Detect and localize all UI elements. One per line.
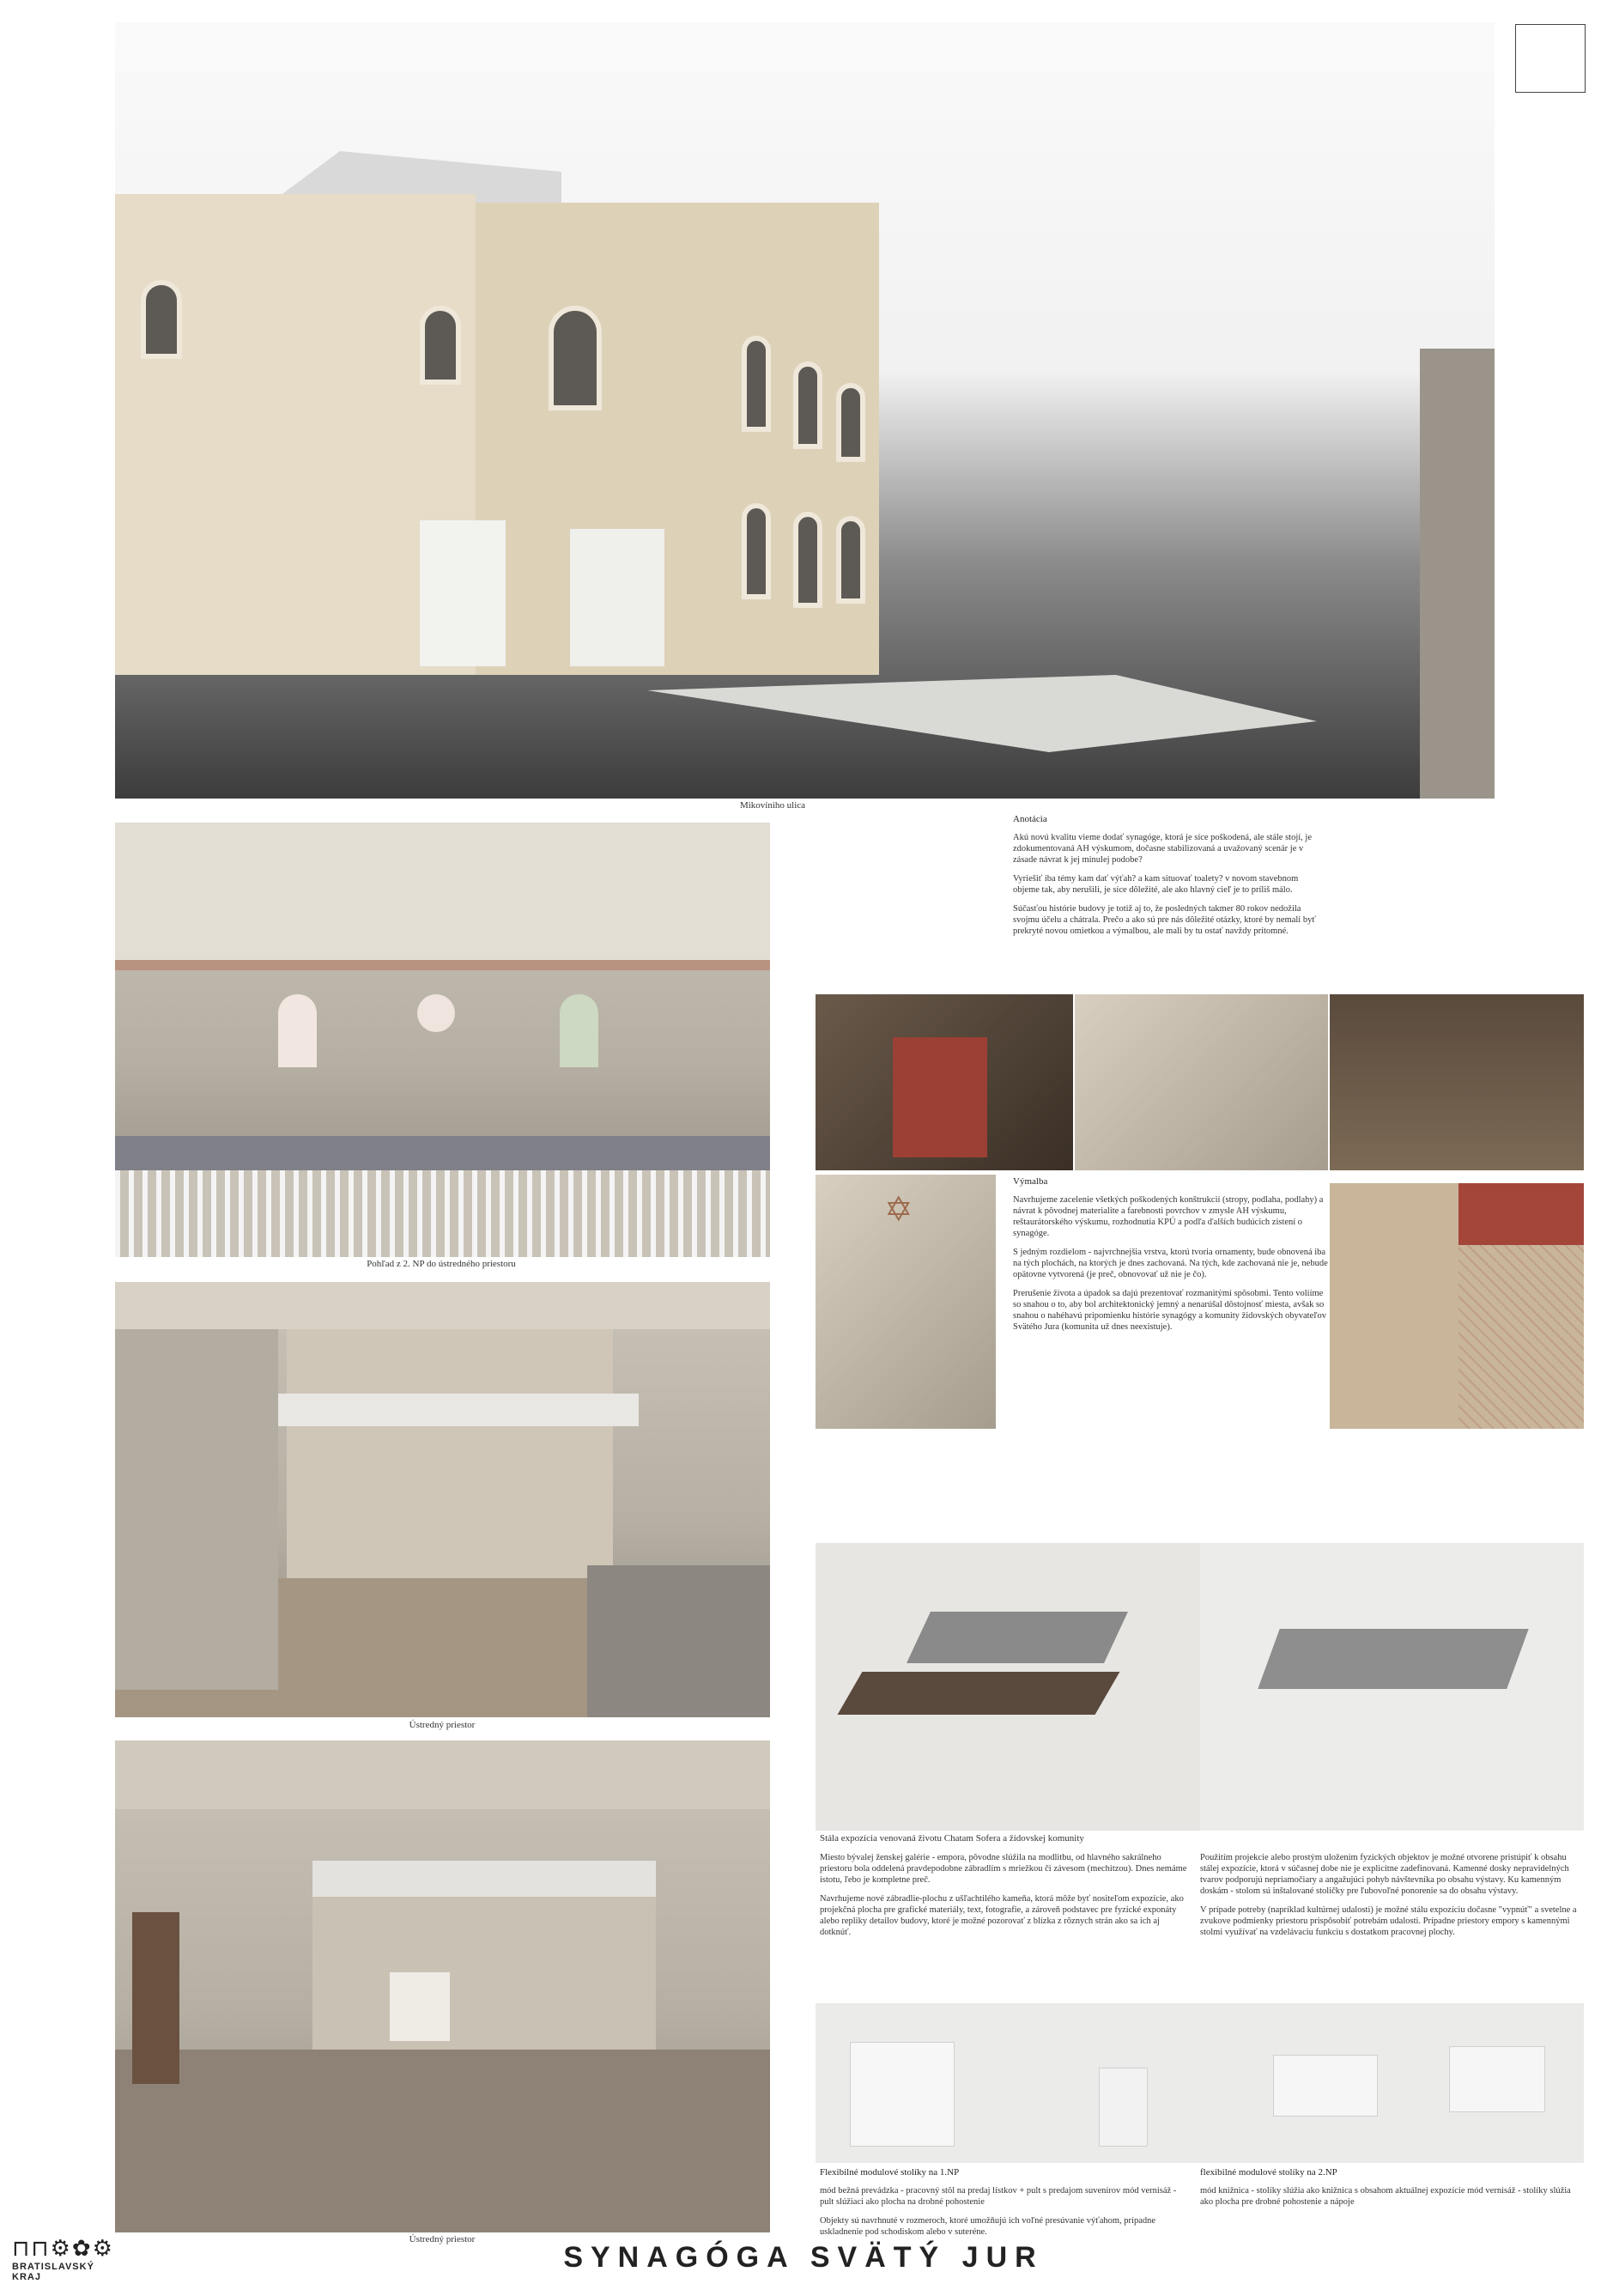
- gallery-balcony: [312, 1861, 656, 1897]
- ornament-band: [1458, 1183, 1584, 1245]
- back-wall: [312, 1897, 656, 2051]
- side-wall: [115, 1329, 278, 1690]
- ornament-sample-panel: [1330, 1183, 1584, 1429]
- window: [742, 503, 771, 599]
- ceiling: [115, 1282, 770, 1329]
- exhibition-paragraph: Navrhujeme nové zábradlie-plochu z ušľachtilého kameňa, ktorá môže byť nositeľom expozície, ako projekčná plocha pre grafické materiály, text, fotografie, a zároveň podstavec pre fyzické exponáty alebo repliky detailov budovy, ktoré je možné pozorovať z blízka z rôznych strán ako sa ich aj dotknúť.: [820, 1894, 1184, 1937]
- photo-gallery-interior: [1330, 994, 1584, 1170]
- annotation-text: [1013, 814, 1318, 945]
- modular-table: [1449, 2046, 1545, 2112]
- painting-paragraph: Navrhujeme zacelenie všetkých poškodených konštrukcií (stropy, podlaha, podlahy) a návrat k pôvodnej materialite a farebnosti povrchov v zmysle AH výskumu, reštaurátorského výskumu, rozhodnutia KPÚ a podľa ďalších budúcich zistení o synagóge.: [1013, 1195, 1324, 1238]
- concrete-wall: [570, 529, 664, 666]
- logo-text: BRATISLAVSKÝ KRAJ: [12, 2262, 94, 2282]
- axonometric-gallery-view: [816, 1543, 1200, 1831]
- window: [793, 512, 822, 608]
- ceiling: [115, 823, 770, 960]
- hero-exterior-render: [115, 22, 1495, 799]
- concrete-path: [647, 675, 1317, 752]
- annotation-paragraph: Vyriešiť iba témy kam dať výťah? a kam situovať toalety? v novom stavebnom objeme tak, aby nerušili, je síce dôležité, ale ako hlavný cieľ je to príliš málo.: [1013, 874, 1299, 895]
- exhibition-text-left: [820, 1852, 1189, 1946]
- star-of-david-icon: ✡: [884, 1190, 913, 1230]
- render2-caption: Ústredný priestor: [409, 1720, 476, 1730]
- painting-heading: Výmalba: [1013, 1176, 1048, 1187]
- tables-paragraph: Objekty sú navrhnuté v rozmeroch, ktoré umožňujú ich voľné presúvanie výťahom, prípadne uskladnenie pod schodiskom alebo v suteréne.: [820, 2216, 1156, 2237]
- tables-paragraph: mód bežná prevádzka - pracovný stôl na predaj lístkov + pult s predajom suvenírov mód vernisáž - pult slúžiaci ako plocha na drobné pohostenie: [820, 2186, 1177, 2207]
- modular-table: [1273, 2055, 1378, 2117]
- exhibition-paragraph: Miesto bývalej ženskej galérie - empora, pôvodne slúžila na modlitbu, od hlavného sakrálneho priestoru bola oddelená pravdepodobne zábradlím s mriežkou či závesom (mechitzou). Dnes nemáme istotu, ľebo je kompletne preč.: [820, 1853, 1187, 1885]
- wooden-door: [132, 1912, 179, 2084]
- ornament-band: [115, 960, 770, 970]
- window: [560, 994, 598, 1067]
- gallery-floor: [838, 1672, 1120, 1715]
- render1-caption: Pohľad z 2. NP do ústredného priestoru: [367, 1259, 516, 1269]
- stone-table: [907, 1612, 1128, 1663]
- modular-counter: [850, 2042, 955, 2147]
- round-window: [417, 994, 455, 1032]
- window: [278, 994, 317, 1067]
- stone-table: [1258, 1629, 1528, 1689]
- display-cube: [390, 1972, 450, 2041]
- modular-tables-render-1np: [816, 2003, 1200, 2163]
- stone-wall: [1420, 349, 1495, 799]
- counter: [587, 1565, 770, 1717]
- window: [549, 306, 602, 410]
- annotation-paragraph: Súčasťou histórie budovy je totiž aj to, že posledných takmer 80 rokov nedožila svojmu účelu a chátrala. Prečo a ako sú pre nás dôležité otázky, ktoré by nemali byť prekryté novou omietkou a výmalbou, ale mali by tu ostať navždy prítomné.: [1013, 904, 1316, 936]
- render-central-space-2: [115, 1740, 770, 2232]
- tables-paragraph: mód knižnica - stolíky slúžia ako knižnica s obsahom aktuálnej expozície mód vernisáž - stolíky slúžia ako plocha pre drobné pohostenie a nápoje: [1200, 2186, 1571, 2207]
- annotation-heading: Anotácia: [1013, 814, 1047, 824]
- gallery-balcony: [278, 1394, 639, 1426]
- render3-caption: Ústredný priestor: [409, 2234, 476, 2244]
- window: [793, 361, 822, 449]
- back-wall: [287, 1329, 613, 1587]
- stone-railing: [115, 1136, 770, 1170]
- exhibition-paragraph: V prípade potreby (napríklad kultúrnej udalosti) je možné stálu expozíciu dočasne "vypnúť" a svetelne a zvukove podmienky priestoru prispôsobiť potrebám udalosti. Prípadne priestory empory s kamennými stolmi využívať na vzdelávaciu funkciu s dostatkom pracovnej plochy.: [1200, 1905, 1577, 1937]
- red-ornament-panel: [893, 1037, 987, 1157]
- photo-ornament-wall: [816, 994, 1073, 1170]
- modular-tables-render-2np: [1200, 2003, 1584, 2163]
- painting-paragraph: Prerušenie života a úpadok sa dajú prezentovať rozmanitými spôsobmi. Tento voliíme so snahou o to, aby bol architektonický jemný a nenarúšal dôstojnosť miesta, avšak so snahou o nahéhavú pripomienku histórie synagógy a komunity židovských obyvateľov Svätého Jura (komunita už dnes neexistuje).: [1013, 1289, 1326, 1332]
- photo-ceiling-detail: [1075, 994, 1328, 1170]
- floor: [115, 2050, 770, 2232]
- gallery-underside: [115, 1740, 770, 1809]
- window: [836, 516, 865, 604]
- logo-symbols-icon: ⊓⊓⚙✿⚙: [12, 2236, 114, 2262]
- display-cabinet: [1099, 2068, 1148, 2147]
- tables-text-left: [820, 2167, 1189, 2245]
- window: [836, 383, 865, 462]
- exhibition-heading: Stála expozícia venovaná životu Chatam Sofera a židovskej komunity: [820, 1833, 1084, 1843]
- exhibition-paragraph: Použitím projekcie alebo prostým uložením fyzických objektov je možné otvorene pristúpiť k obsahu stálej expozície, ktorá v súčasnej dobe nie je explicitne zadefinovaná. Kamenné dosky nepravidelných tvarov podporujú nepriamočiary a angažujúci pohyb návštevníka po obsahu výstavy. Ku kamenným doskám - stolom sú inštalované stoličky pre ľubovoľné ponorenie sa do obsahu výstavy.: [1200, 1853, 1569, 1896]
- hero-caption: Mikovíniho ulica: [739, 800, 806, 811]
- photo-star-of-david-interior: [816, 1175, 996, 1429]
- exhibition-text-right: [1200, 1852, 1578, 1946]
- concrete-wall: [420, 520, 506, 666]
- window: [420, 306, 461, 385]
- tables-heading-1np: Flexibilné modulové stolíky na 1.NP: [820, 2167, 960, 2178]
- empty-frame-box: [1515, 24, 1586, 93]
- window: [141, 280, 182, 359]
- poster-title: SYNAGÓGA SVÄTÝ JUR: [563, 2241, 1044, 2274]
- tables-heading-2np: flexibilné modulové stolíky na 2.NP: [1200, 2167, 1337, 2178]
- annotation-paragraph: Akú novú kvalitu vieme dodať synagóge, ktorá je síce poškodená, ale stále stojí, je zdokumentovaná AH výskumom, dočasne stabilizovaná a uvažovaný scenár je v zásade návrat k jej minulej podobe?: [1013, 833, 1312, 865]
- axonometric-table-detail: [1200, 1543, 1584, 1831]
- railing-balusters: [115, 1170, 770, 1257]
- render-gallery-view: [115, 823, 770, 1257]
- painting-paragraph: S jedným rozdielom - najvrchnejšia vrstva, ktorú tvoria ornamenty, bude obnovená iba na tých plochách, na ktorých je dnes zachovaná. Na tých, kde zachovaná nie je, nebude opätovne vytvorená (je preč, obnovovať už nie je čo).: [1013, 1248, 1328, 1279]
- render-central-space-1: [115, 1282, 770, 1717]
- ornament-pattern: [1458, 1245, 1584, 1429]
- tables-text-right: [1200, 2167, 1578, 2215]
- window: [742, 336, 771, 432]
- painting-text: [1013, 1176, 1331, 1340]
